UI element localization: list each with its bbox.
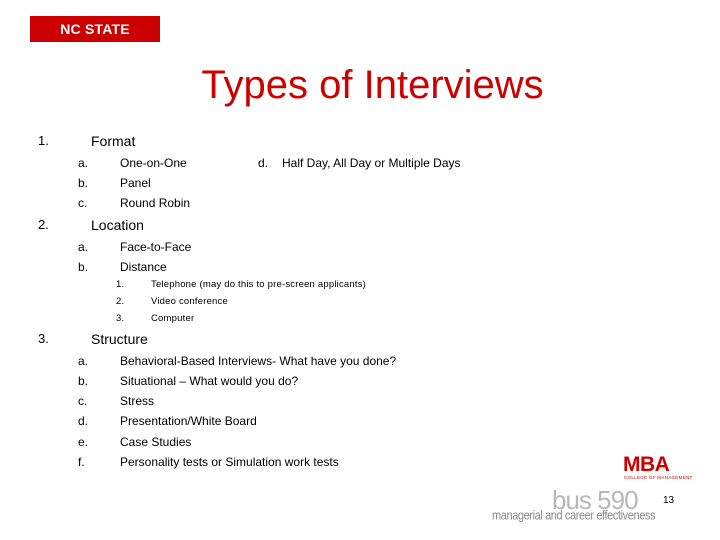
item-letter: f. bbox=[78, 455, 85, 469]
list-item: Face-to-Face bbox=[120, 240, 192, 254]
item-letter: a. bbox=[78, 240, 89, 254]
section-number: 2. bbox=[38, 217, 49, 232]
section-number: 3. bbox=[38, 331, 49, 346]
item-letter: c. bbox=[78, 394, 88, 408]
item-letter: a. bbox=[78, 156, 89, 170]
slide-title: Types of Interviews bbox=[201, 63, 544, 107]
subitem-number: 3. bbox=[116, 313, 125, 324]
list-item: Behavioral-Based Interviews- What have you done? bbox=[120, 354, 397, 368]
mba-logo: MBA bbox=[623, 453, 670, 476]
list-item: One-on-One bbox=[120, 156, 187, 170]
item-letter: b. bbox=[78, 176, 89, 190]
subitem-number: 2. bbox=[116, 296, 125, 307]
sub-list-item: Computer bbox=[151, 313, 195, 324]
list-item: Presentation/White Board bbox=[120, 414, 257, 428]
course-number-logo: bus 590 bbox=[552, 485, 638, 515]
item-letter: b. bbox=[78, 374, 89, 388]
list-item: Half Day, All Day or Multiple Days bbox=[282, 156, 461, 170]
list-item: Panel bbox=[120, 176, 151, 190]
section-heading-format: Format bbox=[91, 133, 136, 149]
section-heading-location: Location bbox=[91, 217, 144, 233]
section-heading-structure: Structure bbox=[91, 331, 148, 347]
list-item: Distance bbox=[120, 260, 167, 274]
item-letter: c. bbox=[78, 196, 88, 210]
list-item: Stress bbox=[120, 394, 155, 408]
nc-state-logo: NC STATE UNIVERSITY bbox=[30, 16, 160, 42]
list-item: Situational – What would you do? bbox=[120, 374, 299, 388]
list-item: Round Robin bbox=[120, 196, 191, 210]
item-letter: d. bbox=[258, 156, 269, 170]
list-item: Case Studies bbox=[120, 435, 192, 449]
page-number: 13 bbox=[663, 495, 675, 506]
mba-logo-subtext: COLLEGE OF MANAGEMENT bbox=[624, 475, 693, 480]
item-letter: e. bbox=[78, 435, 89, 449]
course-subtitle: managerial and career effectiveness bbox=[492, 509, 656, 523]
list-item: Personality tests or Simulation work tests bbox=[120, 455, 339, 469]
sub-list-item: Video conference bbox=[151, 296, 228, 307]
subitem-number: 1. bbox=[116, 279, 125, 290]
sub-list-item: Telephone (may do this to pre-screen applicants) bbox=[151, 279, 367, 290]
item-letter: d. bbox=[78, 414, 89, 428]
item-letter: a. bbox=[78, 354, 89, 368]
section-number: 1. bbox=[38, 133, 49, 148]
item-letter: b. bbox=[78, 260, 89, 274]
